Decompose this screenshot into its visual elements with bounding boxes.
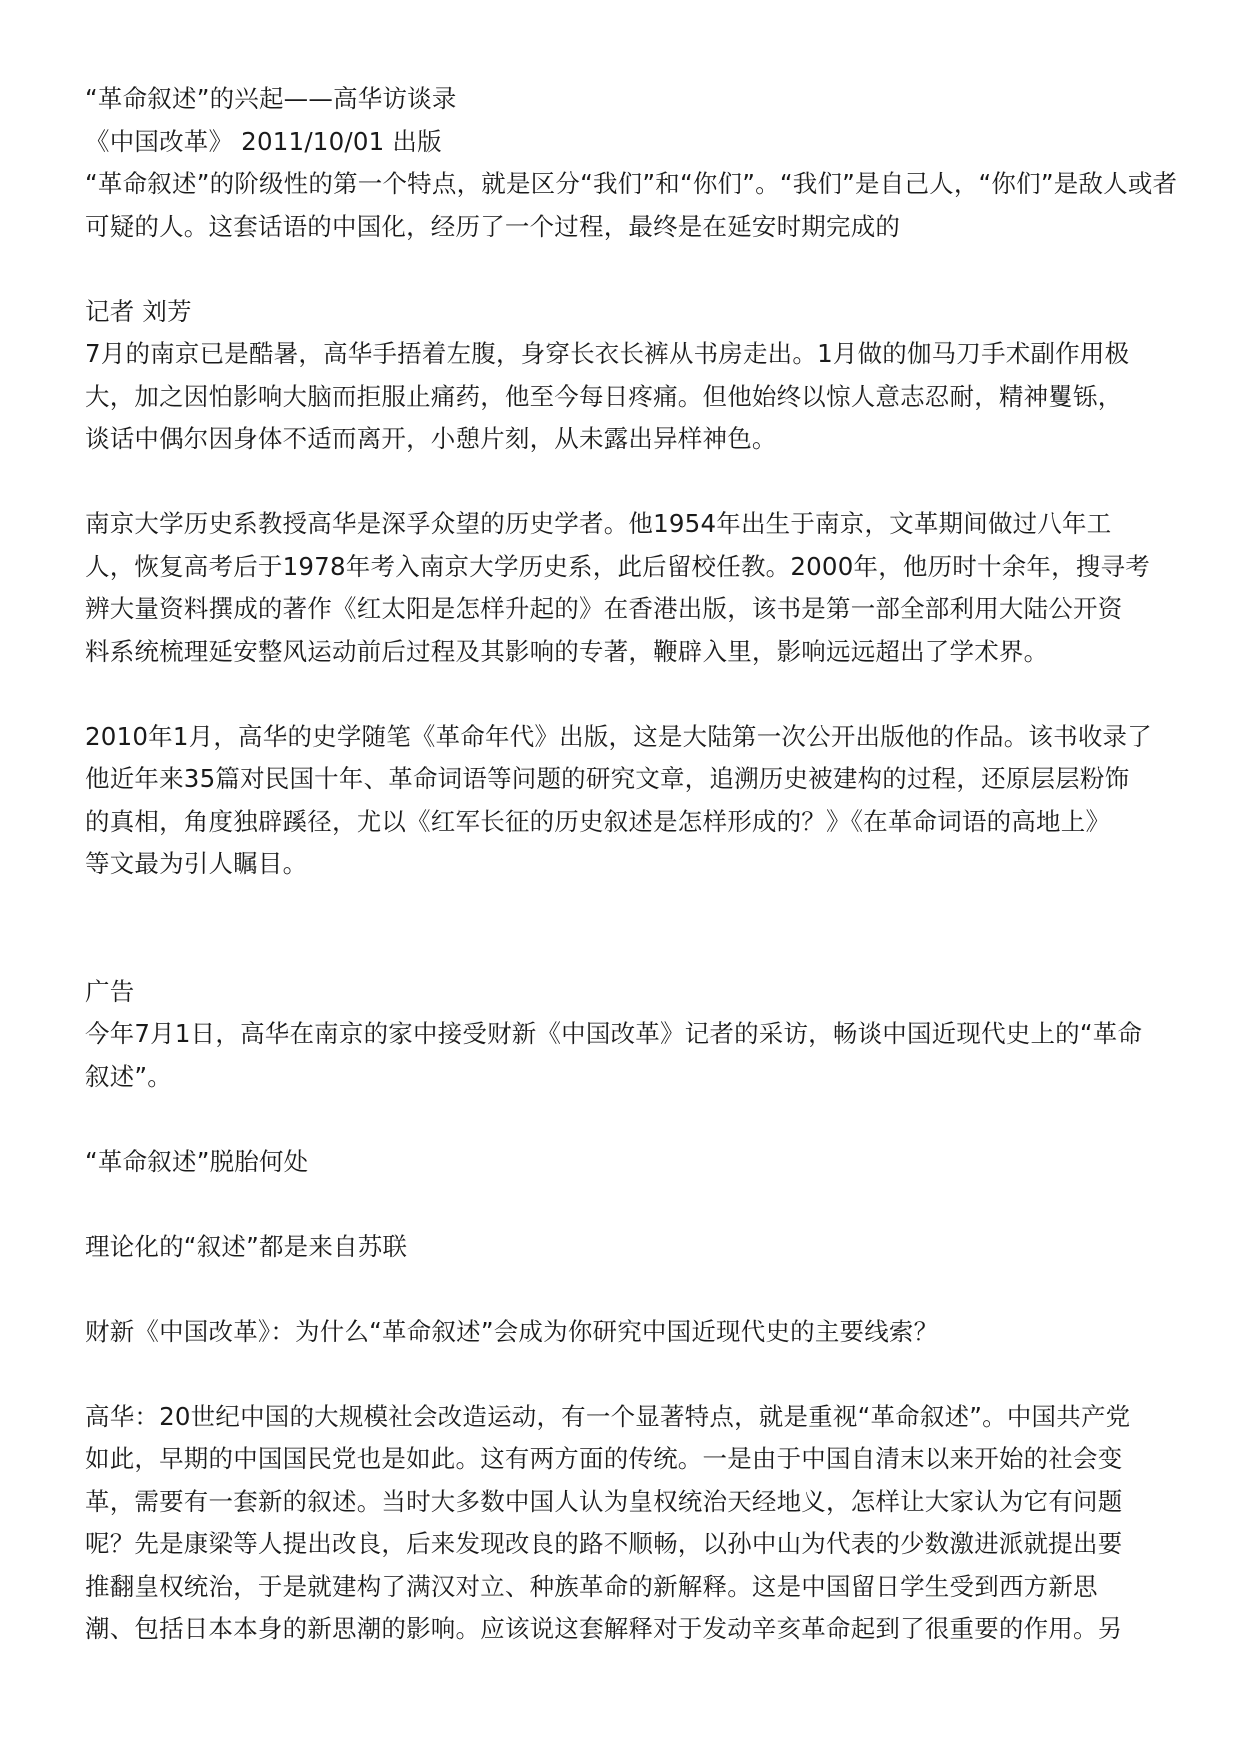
document-page <box>85 78 1178 1651</box>
answer-line: 潮、包括日本本身的新思潮的影响。应该说这套解释对于发动辛亥革命起到了很重要的作用。另 <box>85 1614 1123 1643</box>
answer-line: 推翻皇权统治，于是就建构了满汉对立、种族革命的新解释。这是中国留日学生受到西方新思 <box>85 1571 1098 1601</box>
book-line: 的真相，角度独辟蹊径，尤以《红军长征的历史叙述是怎样形成的？》《在革命词语的高地上》 <box>85 806 1111 836</box>
summary-paragraph <box>85 163 1178 248</box>
intro-line: 7月的南京已是酷暑，高华手捂着左腹，身穿长衣长裤从书房走出。1月做的伽马刀手术副作用极 <box>85 339 1130 368</box>
answer-line: 呢？先是康梁等人提出改良，后来发现改良的路不顺畅，以孙中山为代表的少数激进派就提出要 <box>85 1529 1123 1558</box>
answer-paragraph <box>85 1396 1170 1651</box>
summary-line: 可疑的人。这套话语的中国化，经历了一个过程，最终是在延安时期完成的 <box>85 211 901 241</box>
book-line: 2010年1月，高华的史学随笔《革命年代》出版，这是大陆第一次公开出版他的作品。该书收录了 <box>85 721 1152 751</box>
publication-source: 《中国改革》 2011/10/01 出版 <box>85 126 442 156</box>
bio-line: 料系统梳理延安整风运动前后过程及其影响的专著，鞭辟入里，影响远远超出了学术界。 <box>85 636 1049 666</box>
reporter-byline: 记者 刘芳 <box>85 296 192 326</box>
intro-line: 大，加之因怕影响大脑而拒服止痛药，他至今每日疼痛。但他始终以惊人意志忍耐，精神矍铄， <box>85 381 1123 411</box>
book-paragraph <box>85 716 1170 886</box>
book-line: 等文最为引人瞩目。 <box>85 849 308 878</box>
interview-paragraph <box>85 1013 1170 1098</box>
answer-line: 如此，早期的中国国民党也是如此。这有两方面的传统。一是由于中国自清末以来开始的社会变 <box>85 1444 1123 1473</box>
interview-line: 叙述”。 <box>85 1061 172 1091</box>
bio-paragraph <box>85 503 1170 673</box>
interview-question: 财新《中国改革》：为什么“革命叙述”会成为你研究中国近现代史的主要线索？ <box>85 1316 939 1346</box>
answer-line: 高华：20世纪中国的大规模社会改造运动，有一个显著特点，就是重视“革命叙述”。中国共产党 <box>85 1401 1131 1431</box>
answer-line: 革，需要有一套新的叙述。当时大多数中国人认为皇权统治天经地义，怎样让大家认为它有问题 <box>85 1486 1123 1516</box>
book-line: 他近年来35篇对民国十年、革命词语等问题的研究文章，追溯历史被建构的过程，还原层层粉饰 <box>85 764 1130 793</box>
bio-line: 南京大学历史系教授高华是深孚众望的历史学者。他1954年出生于南京，文革期间做过八年工 <box>85 509 1112 538</box>
summary-line: “革命叙述”的阶级性的第一个特点，就是区分“我们”和“你们”。“我们”是自己人，“你们”是敌人或者 <box>85 169 1178 198</box>
article-title: “革命叙述”的兴起——高华访谈录 <box>85 84 457 113</box>
intro-paragraph <box>85 333 1170 461</box>
interview-line: 今年7月1日，高华在南京的家中接受财新《中国改革》记者的采访，畅谈中国近现代史上的“革命 <box>85 1019 1143 1048</box>
intro-line: 谈话中偶尔因身体不适而离开，小憩片刻，从未露出异样神色。 <box>85 424 777 453</box>
bio-line: 辨大量资料撰成的著作《红太阳是怎样升起的》在香港出版，该书是第一部全部利用大陆公开资 <box>85 594 1123 623</box>
section-heading: “革命叙述”脱胎何处 <box>85 1146 309 1176</box>
bio-line: 人，恢复高考后于1978年考入南京大学历史系，此后留校任教。2000年，他历时十余年，搜寻考 <box>85 551 1150 581</box>
ad-label: 广告 <box>85 976 135 1006</box>
subheading: 理论化的“叙述”都是来自苏联 <box>85 1231 408 1261</box>
